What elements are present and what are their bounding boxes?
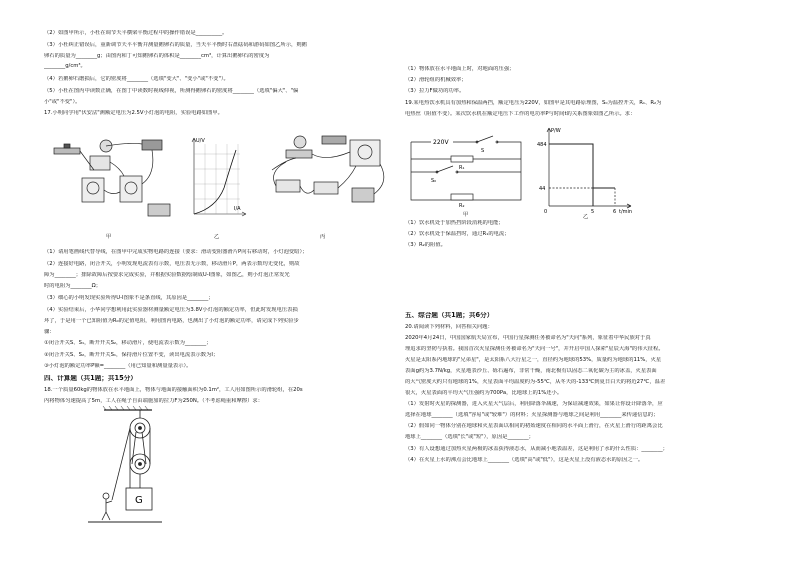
text-line: 的大气密度大约只有地球的1%，火星表面平均温度约为-55℃，从冬天的-133℃到夏日白天的将近27℃，温差 bbox=[405, 379, 666, 385]
text-line: ①闭合开关S、S₁，断开开关S₂，移动滑片，使电流表示数为________； bbox=[44, 340, 212, 346]
text-line: （2）假如同一物体分别在地球和火星表面以相同的初始速度在相同的水平面上滑行，在火星上滑行的距离会比 bbox=[405, 423, 663, 429]
text-line: （2）如图甲所示，小杜在调节天平横梁平衡过程中的操作错误是__________。 bbox=[44, 30, 228, 36]
text-line: （3）细心的小明发现实验所得U-I图象不是条直线，其原因是________； bbox=[44, 295, 214, 301]
text-line: ③小灯泡的额定功率P额=________（用已知量和测量量表示）。 bbox=[44, 363, 192, 369]
text-line: 火星是太阳系内地球的"兄弟星"，是太阳系八大行星之一，直径约为地球的53%，质量约为地球的11%，火星 bbox=[405, 357, 662, 363]
text-line: （1）物体放在水平地面上时，对地面的压强； bbox=[405, 66, 515, 72]
figure-caption: 丙 bbox=[320, 234, 326, 240]
text-line: 障为________；排除故障后按要求完成实验，并根据实验数据绘制成U-I图象，如图乙，则小灯泡正常发光 bbox=[44, 272, 290, 278]
text-line: 电热丝（阻值不变）。某次饮水机在额定电压下工作的电功率P与时间t的关系图象如图乙所示。求： bbox=[405, 111, 636, 117]
figure-caption: 甲 bbox=[106, 234, 112, 240]
chart-tick: 5 bbox=[591, 209, 595, 215]
text-line: 内将物体匀速提高了5m，工人在绳子自由端施加的拉力F为250N。（不考虑绳重和摩擦）求： bbox=[44, 398, 263, 404]
text-line: （2）饮水机处于保温挡时，通过R₁的电流； bbox=[405, 231, 510, 237]
pulley-figure bbox=[84, 404, 164, 528]
chart-high-value: 484 bbox=[537, 142, 547, 148]
text-line: 表面g约为3.7N/kg，火星地表沙丘、砾石遍布，非常干燥，南北极有以固态二氧化碳为主的冰盖，火星表面 bbox=[405, 368, 657, 374]
figure-caption: 甲 bbox=[463, 212, 469, 218]
text-line: 很大，火星表面的平均大气压强约为700Pa，比地球上的1%还小。 bbox=[405, 390, 563, 396]
chart-ylabel: P/W bbox=[551, 128, 561, 134]
text-line: （3）拉力F做功的功率。 bbox=[405, 88, 465, 94]
chart-xlabel: t/min bbox=[619, 209, 633, 215]
text-line: 理追求的坚韧与执着。我国首次火星探测任务被命名为"天问一号"，并开启中国人探索"星辰大海"的伟大征程。 bbox=[405, 346, 664, 352]
circuit-diagram bbox=[407, 128, 527, 208]
graph-ylabel: U/V bbox=[196, 138, 205, 144]
text-line: 骤： bbox=[44, 329, 55, 335]
text-line: （3）有人设想通过加热火星两极的冰盖获得液态水，从而减小地表温差，这是利用了水的什么性质：________； bbox=[405, 446, 668, 452]
text-line: 2020年4月24日，中国国家航天局宣布，中国行星探测任务被命名为"天问"系列，象征着中华民族对于真 bbox=[405, 335, 651, 341]
text-line: 20.请阅读下列材料，回答相关问题： bbox=[405, 324, 493, 330]
text-line: （4）实验结束后，小华同学想利用此实验器材测量额定电压为3.8V小灯泡的额定功率，但此时发现电压表损 bbox=[44, 307, 298, 313]
text-line: 17.小明同学用"伏安法"测额定电压为2.5V小灯泡的电阻，实验电路如图甲。 bbox=[44, 110, 223, 116]
circuit-voltage: 220V bbox=[433, 139, 449, 146]
text-line: （2）连接好电路，闭合开关，小明发现电流表有示数，电压表无示数，移动滑片P，两表示数均无变化，则故 bbox=[44, 261, 300, 267]
text-line: （3）小杜纠正错误后，重新调节天平平衡并测量鹅卵石的质量，当天平平衡时右盘砝码和游码如图乙所示，则鹅 bbox=[44, 42, 307, 48]
text-line: 小"或"不变"）。 bbox=[44, 99, 81, 105]
text-line: 选择在地球________（选填"容易"或"较难"）的材料；火星探测器与地球之间是利用________来传递信息的； bbox=[405, 412, 659, 418]
text-line: 坏了，于是用一个已知阻值为R₀的定值电阻，利用图丙电路，也测出了小灯泡的额定功率，请完成下列实验步 bbox=[44, 318, 299, 324]
chart-origin: 0 bbox=[544, 209, 548, 215]
weight-label: G bbox=[135, 495, 143, 506]
experiment-figure-jia bbox=[50, 134, 178, 224]
ui-graph-yi bbox=[186, 134, 250, 218]
resistor-r2-label: R₂ bbox=[459, 203, 465, 208]
text-line: 18.一个质量60kg的物体放在水平地面上，物体与地面的接触面积为0.1m²，工人用如图所示的滑轮组，在20s bbox=[44, 387, 303, 393]
text-line: 时的电阻为________Ω； bbox=[44, 283, 102, 289]
power-time-chart bbox=[535, 124, 635, 216]
text-line: ________g/cm³。 bbox=[44, 63, 86, 69]
text-line: （1）发射时火星的探测器，进入火星大气层后，利用降落伞减速，为保证减速效果，如果让你设计降落伞，应 bbox=[405, 401, 663, 407]
text-line: （5）小杜在图丙中读数正确，在图丁中读数时视线仰视，所测得鹅卵石的密度将________（选填"偏大"、"偏 bbox=[44, 88, 299, 94]
chart-low-value: 44 bbox=[539, 186, 546, 192]
figure-caption: 乙 bbox=[214, 234, 220, 240]
section-heading: 四、计算题（共1题；共15分） bbox=[44, 375, 137, 382]
text-line: （4）若鹅卵石磨损后，它的密度将________（选填"变大"、"变小"或"不变"）。 bbox=[44, 76, 229, 82]
text-line: （2）滑轮组的机械效率； bbox=[405, 77, 467, 83]
text-line: （1）饮水机处于加热挡阶段消耗的电能； bbox=[405, 220, 504, 226]
text-line: 地球上________（选填"长"或"短"），原因是________； bbox=[405, 434, 534, 440]
graph-xlabel: I/A bbox=[234, 206, 241, 212]
text-line: 19.某电热饮水机具有加热和保温两挡，额定电压为220V，如图甲是其电路原理图，S₀为温控开关，R₁、R₂为 bbox=[405, 100, 662, 106]
chart-tick: 6 bbox=[613, 209, 617, 215]
section-heading: 五、综合题（共1题；共6分） bbox=[405, 312, 494, 319]
figure-caption: 乙 bbox=[583, 214, 589, 220]
text-line: ②闭合开关S、S₂，断开开关S₁，保持滑片位置不变，读出电流表示数为I； bbox=[44, 352, 219, 358]
text-line: （1）请用笔画线代替导线，在图甲中完成实物电路的连接（要求：滑动变阻器滑片P向右移动时，小灯泡变暗）； bbox=[44, 249, 308, 255]
text-line: （3）R₂的阻值。 bbox=[405, 242, 446, 248]
switch-s0-label: S₀ bbox=[431, 178, 437, 184]
experiment-figure-bing bbox=[266, 132, 396, 226]
switch-s-label: S bbox=[481, 148, 485, 154]
text-line: 卵石的质量为________g；由图丙和丁可知鹅卵石的体积是________cm³，计算出鹅卵石的密度为 bbox=[44, 53, 270, 59]
text-line: （4）在火星上水的沸点会比地球上________（选填"高"或"低"），这是火星上没有液态水的原因之一。 bbox=[405, 457, 644, 463]
resistor-r1-label: R₁ bbox=[459, 165, 465, 171]
